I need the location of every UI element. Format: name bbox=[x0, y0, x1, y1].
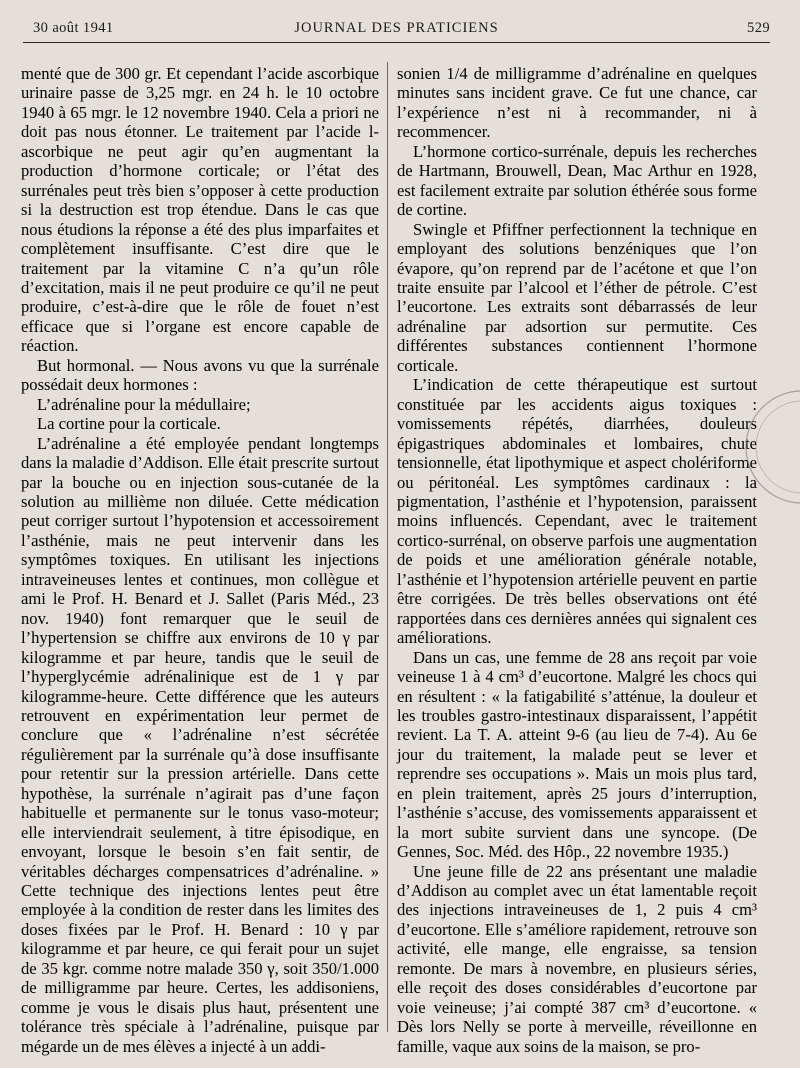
paragraph-adrenaline: L’adrénaline a été employée pendant longtemps dans la maladie d’Addison. Elle était prescrite surtout par la bouche ou en injection sous-cutanée de la solution au millième non diluée. Cette médication peut corriger surtout l’hypotension et accessoirement l’asthénie, mais ne peut intervenir dans les symptômes toxiques. En utilisant les injections intraveineuses lentes et continues, mon collègue et ami le Prof. H. Benard et J. Sallet (Paris Méd., 23 nov. 1940) font remarquer que le seuil de l’hypertension se chiffre aux environs de 10 γ par kilogramme et par heure, tandis que le seuil de l’hyperglycémie adrénalinique est de 1 γ par kilogramme-heure. Cette différence que les auteurs retrouvent en expérimentation leur permet de conclure que « l’adrénaline n’est sécrétée régulièrement par la surrénale qu’à dose insuffisante pour retentir sur la pression artérielle. Dans cette hypothèse, la surrénale n’agirait pas d’une façon habituelle et permanente sur le tonus vaso-moteur; elle interviendrait seulement, à titre épisodique, en envoyant, lorsque le besoin s’en fait sentir, de véritables décharges compensatrices d’adrénaline. » Cette technique des injections lentes peut être employée à la condition de rester dans les limites des doses fixées par le Prof. H. Benard : 10 γ par kilogramme et par heure, ce qui ferait pour un sujet de 35 kgr. comme notre malade 350 γ, soit 350/1.000 de milligramme par heure. Certes, les addisoniens, comme je vous le disais plus haut, présentent une tolérance très spéciale à l’adrénaline, puisque par mégarde un de mes élèves a injecté à un addi- bbox=[21, 433, 379, 1056]
paragraph-cortico-surrenale: L’hormone cortico-surrénale, depuis les recherches de Hartmann, Brouwell, Dean, Mac Arthur en 1928, est facilement extraite par solution éthérée sous forme de cortine. bbox=[397, 141, 757, 220]
paragraph-indication: L’indication de cette thérapeutique est surtout constituée par les accidents aigus toxiques : vomissements répétés, diarrhées, douleurs épigastriques abdominales et lombaires, chute tensionnelle, état lipothymique et aspect cholériforme ou péritonéal. Les symptômes cardinaux : la pigmentation, l’asthénie et l’hypotension, paraissent moins influencés. Cependant, avec le traitement cortico-surrénal, on observe parfois une augmentation de poids et une amélioration générale notable, l’asthénie et l’hypotension artérielle peuvent en partie être corrigées. De très belles observations ont été rapportées dans ces dernières années qui signalent ces améliorations. bbox=[397, 375, 757, 648]
page-header bbox=[23, 20, 770, 44]
paragraph-case-woman: Dans un cas, une femme de 28 ans reçoit par voie veineuse 1 à 4 cm³ d’eucortone. Malgré les chocs qui en résultent : « la fatigabilité s’atténue, la douleur et les troubles gastro-intestinaux disparaissent, l’appétit revient. La T. A. atteint 9-6 (au lieu de 7-4). Au 6e jour du traitement, la malade peut se lever et reprendre ses occupations ». Mais un mois plus tard, en plein traitement, après 25 jours d’interruption, l’asthénie s’accuse, des vomissements apparaissent et la mort subite survient dans une syncope. (De Gennes, Soc. Méd. des Hôp., 22 novembre 1935.) bbox=[397, 647, 757, 862]
paragraph-case-girl: Une jeune fille de 22 ans présentant une maladie d’Addison au complet avec un état lamentable reçoit des injections intraveineuses de 1, 2 puis 4 cm³ d’eucortone. Elle s’améliore rapidement, retrouve son activité, elle mange, elle engraisse, sa tension remonte. De mars à novembre, en plusieurs séries, elle reçoit des doses considérables d’eucortone par voie veineuse; j’ai compté 387 cm³ d’eucortone. « Dès lors Nelly se porte à merveille, réveillonne en famille, vaque aux soins de la maison, se pro- bbox=[397, 861, 757, 1056]
paragraph-continuation: sonien 1/4 de milligramme d’adrénaline en quelques minutes sans incident grave. Ce fut une chance, car l’expérience n’est ni à recommander, ni à recommencer. bbox=[397, 64, 757, 142]
list-item-cortine: La cortine pour la corticale. bbox=[37, 414, 221, 434]
journal-title: JOURNAL DES PRATICIENS bbox=[294, 20, 499, 36]
paragraph-swingle-pfiffner: Swingle et Pfiffner perfectionnent la technique en employant des solutions benzéniques que l’on évapore, qu’on reprend par de l’acétone et que l’on traite ensuite par l’alcool et l’éther de pétrole. C’est l’eucortone. Les extraits sont débarrassés de leur adrénaline par adsortion sur permutite. Ces différentes substances contiennent l’hormone corticale. bbox=[397, 219, 757, 375]
library-stamp-icon bbox=[738, 385, 800, 515]
right-column bbox=[397, 64, 757, 1056]
header-rule bbox=[23, 42, 770, 43]
list-item-adrenaline: L’adrénaline pour la médullaire; bbox=[37, 394, 251, 414]
page-number: 529 bbox=[747, 20, 770, 36]
left-column bbox=[21, 64, 379, 1056]
issue-date: 30 août 1941 bbox=[33, 20, 114, 36]
paragraph-vitamin-c: menté que de 300 gr. Et cependant l’acide ascorbique urinaire passe de 3,25 mgr. en 24 h. le 10 octobre 1940 à 65 mgr. le 12 novembre 1940. Cela a priori ne doit pas nous étonner. Le traitement par l’acide l-ascorbique ne peut agir qu’en augmentant la production d’hormone corticale; or l’état des surrénales peut très bien s’opposer à cette production si la destruction est trop étendue. Dans le cas que nous étudions la réponse a été des plus imparfaites et complètement insuffisante. C’est dire que le traitement par la vitamine C n’a qu’un rôle d’excitation, mais il ne peut produire ce qu’il ne peut produire, c’est-à-dire que le rôle de fouet n’est efficace que si l’organe est encore capable de réaction. bbox=[21, 64, 379, 356]
column-divider bbox=[387, 62, 388, 1032]
paragraph-but-hormonal: But hormonal. — Nous avons vu que la surrénale possédait deux hormones : bbox=[21, 355, 379, 395]
